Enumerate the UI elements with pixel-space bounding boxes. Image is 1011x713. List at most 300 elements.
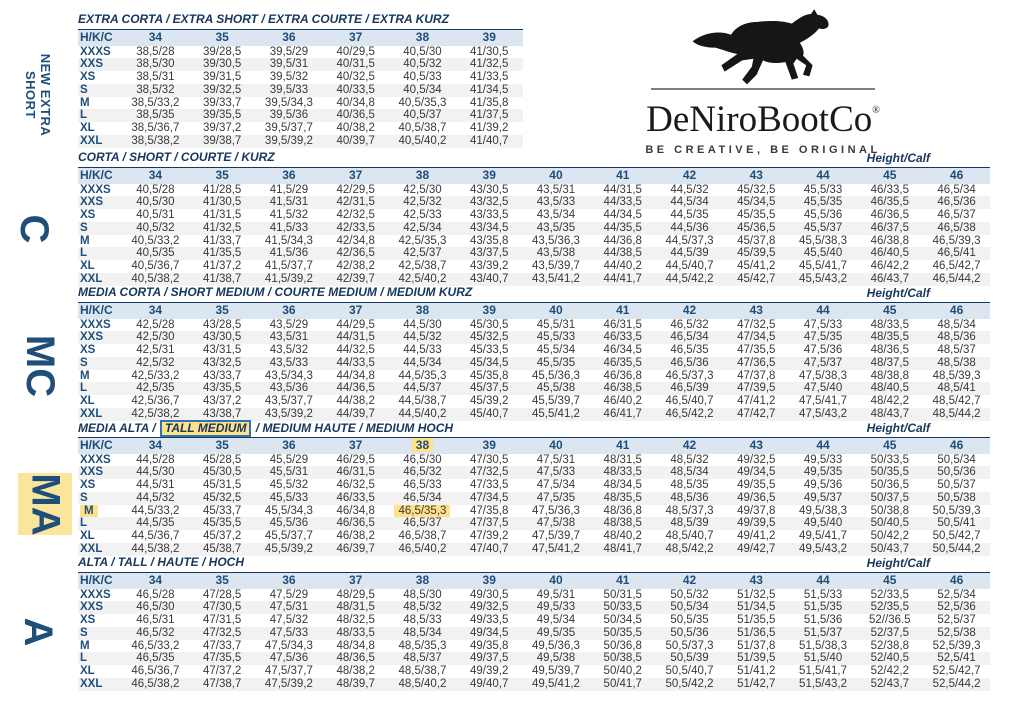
size-cell — [790, 665, 857, 678]
cell-value: 46/35,5 — [870, 196, 909, 209]
size-cell — [389, 135, 456, 148]
cell-value: 47,5/35 — [536, 491, 576, 504]
size-cell — [856, 247, 923, 260]
row-label-text: L — [80, 652, 88, 665]
row-label — [78, 71, 122, 84]
cell-value: 48/36,5 — [870, 344, 909, 357]
size-cell — [856, 395, 923, 408]
cell-value: 46,5/42,2 — [665, 408, 714, 421]
size-cell — [322, 135, 389, 148]
cell-value: 44,5/33,2 — [131, 504, 180, 517]
size-cell — [790, 209, 857, 222]
size-cell — [589, 344, 656, 357]
cell-value: 51/32,5 — [737, 588, 776, 601]
size-cell — [923, 184, 990, 197]
size-cell — [456, 184, 523, 197]
cell-value: 45/30,5 — [202, 466, 242, 479]
size-row — [78, 58, 523, 71]
row-label-text: XL — [80, 260, 95, 273]
cell-value: 44,5/39 — [670, 247, 709, 260]
size-cell — [189, 479, 256, 492]
size-cell — [322, 505, 389, 518]
cell-value: 46,5/28 — [136, 588, 175, 601]
column-header — [122, 438, 189, 454]
cell-value: 48,5/30 — [403, 588, 442, 601]
column-header — [122, 168, 189, 184]
cell-value: 47,5/37 — [803, 356, 843, 369]
size-cell — [322, 530, 389, 543]
size-cell — [189, 589, 256, 602]
cell-value: 48/34,8 — [336, 639, 375, 652]
size-table-section — [78, 12, 523, 148]
column-header — [122, 30, 189, 46]
size-cell — [589, 665, 656, 678]
cell-value: 45,5/34 — [536, 344, 576, 357]
size-cell — [189, 370, 256, 383]
size-cell — [322, 273, 389, 286]
table-body — [78, 184, 990, 286]
row-label-text: XXS — [80, 58, 104, 71]
cell-value: 51/39,5 — [737, 652, 776, 665]
size-cell — [923, 319, 990, 332]
size-cell — [790, 678, 857, 691]
size-cell — [122, 627, 189, 640]
cell-value: 50,5/36 — [937, 466, 976, 479]
column-header — [589, 168, 656, 184]
size-cell — [523, 209, 590, 222]
size-cell — [122, 247, 189, 260]
section-title-text: CORTA / SHORT / COURTE / KURZ — [78, 150, 275, 164]
cell-value: 46/38,2 — [336, 530, 375, 543]
cell-value: 43/33,5 — [470, 209, 509, 222]
cell-value: 50/36,8 — [603, 639, 642, 652]
size-cell — [656, 247, 723, 260]
size-cell — [256, 122, 323, 135]
cell-value: 41,5/32 — [269, 209, 309, 222]
cell-value: 42,5/37 — [403, 247, 442, 260]
size-row — [78, 247, 990, 260]
cell-value: 51/34,5 — [737, 601, 776, 614]
cell-value: 48,5/35 — [670, 479, 709, 492]
cell-value: 48/37,5 — [870, 356, 909, 369]
cell-value: 49/33,5 — [470, 614, 509, 627]
cell-value: 50/33,5 — [603, 601, 642, 614]
cell-value: 41,5/36 — [269, 247, 309, 260]
cell-value: 51,5/33 — [803, 588, 843, 601]
size-cell — [523, 273, 590, 286]
size-cell — [723, 627, 790, 640]
size-cell — [256, 614, 323, 627]
size-cell — [790, 543, 857, 556]
size-cell — [256, 678, 323, 691]
size-cell — [322, 109, 389, 122]
size-cell — [523, 479, 590, 492]
size-row — [78, 135, 523, 148]
column-header-text: 41 — [616, 303, 630, 317]
size-cell — [456, 454, 523, 467]
cell-value: 41/40,7 — [470, 135, 509, 148]
row-label — [78, 678, 122, 691]
size-cell — [122, 209, 189, 222]
column-header — [456, 573, 523, 589]
cell-value: 52,5/41 — [937, 652, 976, 665]
cell-value: 45,5/35 — [536, 356, 576, 369]
cell-value: 46/40,2 — [603, 395, 642, 408]
size-cell — [589, 331, 656, 344]
size-row — [78, 209, 990, 222]
size-cell — [523, 331, 590, 344]
section-title-text: MEDIA ALTA / — [78, 421, 159, 435]
cell-value: 46/38,5 — [603, 382, 642, 395]
size-cell — [456, 109, 523, 122]
size-cell — [189, 543, 256, 556]
size-cell — [523, 454, 590, 467]
size-cell — [589, 678, 656, 691]
cell-value: 49,5/38 — [536, 652, 576, 665]
cell-value: 40,5/28 — [136, 183, 175, 196]
row-label — [78, 84, 122, 97]
size-cell — [523, 344, 590, 357]
column-header — [189, 438, 256, 454]
cell-value: 44/36,8 — [603, 234, 642, 247]
size-cell — [723, 408, 790, 421]
size-row — [78, 517, 990, 530]
cell-value: 47/35,5 — [202, 652, 242, 665]
cell-value: 40/39,7 — [336, 135, 375, 148]
size-cell — [723, 273, 790, 286]
size-table-section — [78, 150, 990, 286]
size-cell — [256, 370, 323, 383]
size-cell — [456, 122, 523, 135]
cell-value: 40,5/40,2 — [398, 135, 447, 148]
row-label-text: XL — [80, 122, 95, 135]
size-cell — [322, 395, 389, 408]
size-cell — [389, 247, 456, 260]
cell-value: 41/33,7 — [202, 234, 242, 247]
cell-value: 43/37,5 — [470, 247, 509, 260]
size-cell — [790, 344, 857, 357]
size-cell — [122, 58, 189, 71]
size-cell — [589, 652, 656, 665]
size-cell — [923, 235, 990, 248]
cell-value: 48/38,2 — [336, 665, 375, 678]
cell-value: 39,5/33 — [269, 83, 309, 96]
size-cell — [790, 601, 857, 614]
size-cell — [389, 466, 456, 479]
size-cell — [389, 273, 456, 286]
cell-value: 52/40,5 — [870, 652, 909, 665]
cell-value: 49,5/40 — [803, 517, 843, 530]
column-header — [790, 168, 857, 184]
column-header-text: 35 — [215, 573, 229, 587]
size-cell — [389, 71, 456, 84]
size-cell — [723, 184, 790, 197]
size-cell — [856, 640, 923, 653]
size-cell — [122, 517, 189, 530]
size-cell — [923, 370, 990, 383]
column-header — [78, 30, 122, 46]
size-cell — [856, 196, 923, 209]
cell-value: 48/33,5 — [336, 626, 375, 639]
size-cell — [389, 97, 456, 110]
size-cell — [523, 222, 590, 235]
size-cell — [389, 344, 456, 357]
size-cell — [189, 122, 256, 135]
size-cell — [389, 370, 456, 383]
size-cell — [856, 209, 923, 222]
size-cell — [723, 209, 790, 222]
cell-value: 41,5/39,2 — [264, 273, 313, 286]
cell-value: 45,5/33 — [536, 331, 576, 344]
cell-value: 46,5/37 — [403, 517, 442, 530]
size-cell — [923, 479, 990, 492]
cell-value: 48,5/33 — [403, 614, 442, 627]
column-header — [456, 303, 523, 319]
size-cell — [589, 260, 656, 273]
size-cell — [856, 601, 923, 614]
column-header-text: 44 — [816, 303, 830, 317]
size-cell — [790, 627, 857, 640]
column-header — [790, 573, 857, 589]
cell-value: 48,5/34 — [670, 466, 709, 479]
column-header — [456, 30, 523, 46]
cell-value: 50/40,5 — [870, 517, 909, 530]
cell-value: 47,5/36,3 — [531, 504, 580, 517]
size-cell — [189, 395, 256, 408]
size-cell — [856, 357, 923, 370]
cell-value: 49/39,5 — [737, 517, 776, 530]
cell-value: 48,5/32 — [670, 453, 709, 466]
cell-value: 41,5/37,7 — [264, 260, 313, 273]
column-header-text: 42 — [682, 438, 697, 452]
row-label — [78, 235, 122, 248]
size-cell — [122, 543, 189, 556]
cell-value: 43,5/35 — [536, 221, 576, 234]
cell-value: 43/32,5 — [202, 356, 242, 369]
cell-value: 42/31,5 — [336, 196, 375, 209]
cell-value: 39/28,5 — [202, 45, 242, 58]
size-cell — [923, 196, 990, 209]
size-row — [78, 196, 990, 209]
size-cell — [656, 466, 723, 479]
cell-value: 45,5/34,3 — [264, 504, 313, 517]
cell-value: 46/31,5 — [603, 318, 642, 331]
size-cell — [256, 454, 323, 467]
column-header-text: 37 — [349, 303, 363, 317]
size-cell — [389, 517, 456, 530]
highlighted-row-label: M — [80, 505, 98, 517]
cell-value: 50/36,5 — [870, 479, 909, 492]
column-header — [656, 303, 723, 319]
size-cell — [122, 135, 189, 148]
cell-value: 50,5/34 — [937, 453, 976, 466]
cell-value: 41/32,5 — [202, 221, 242, 234]
cell-value: 47/39,5 — [737, 382, 776, 395]
column-header — [723, 438, 790, 454]
registered-mark: ® — [872, 105, 880, 116]
column-header-text: H/K/C — [80, 168, 113, 182]
row-label — [78, 589, 122, 602]
size-cell — [122, 319, 189, 332]
cell-value: 50/43,7 — [870, 543, 909, 556]
cell-value: 49/35,8 — [470, 639, 509, 652]
brand-wordmark: DeNiroBootCo® — [646, 99, 880, 140]
column-header-text: 39 — [482, 30, 496, 44]
column-header — [856, 438, 923, 454]
size-cell — [923, 665, 990, 678]
size-cell — [456, 492, 523, 505]
size-cell — [189, 222, 256, 235]
size-cell — [856, 505, 923, 518]
cell-value: 50,5/34 — [670, 601, 709, 614]
cell-value: 44/33,5 — [336, 356, 375, 369]
cell-value: 45,5/36,3 — [531, 369, 580, 382]
size-cell — [589, 601, 656, 614]
cell-value: 43/35,5 — [202, 382, 242, 395]
size-cell — [523, 665, 590, 678]
cell-value: 45/32,5 — [202, 491, 242, 504]
size-cell — [389, 652, 456, 665]
size-cell — [189, 652, 256, 665]
cell-value: 43/35,8 — [470, 234, 509, 247]
size-cell — [656, 357, 723, 370]
size-row — [78, 46, 523, 59]
cell-value: 44,5/35,3 — [398, 369, 447, 382]
size-row — [78, 589, 990, 602]
column-header — [322, 303, 389, 319]
cell-value: 45/33,5 — [470, 344, 509, 357]
size-cell — [389, 319, 456, 332]
size-cell — [589, 479, 656, 492]
cell-value: 44/35,5 — [603, 221, 642, 234]
row-label-text: S — [80, 626, 88, 639]
size-cell — [122, 235, 189, 248]
row-label — [78, 466, 122, 479]
size-cell — [923, 530, 990, 543]
cell-value: 48,5/40,7 — [665, 530, 714, 543]
size-row — [78, 395, 990, 408]
size-cell — [723, 640, 790, 653]
cell-value: 46/32,5 — [336, 479, 375, 492]
size-cell — [322, 454, 389, 467]
size-cell — [656, 344, 723, 357]
cell-value: 45/35,8 — [470, 369, 509, 382]
cell-value: 48,5/39,3 — [932, 369, 981, 382]
row-label — [78, 652, 122, 665]
size-cell — [189, 71, 256, 84]
column-header-text: 39 — [482, 438, 496, 452]
column-header — [723, 303, 790, 319]
column-header — [389, 168, 456, 184]
size-row — [78, 344, 990, 357]
cell-value: 44,5/31 — [136, 479, 175, 492]
row-label — [78, 479, 122, 492]
section-title-text: MEDIA CORTA / SHORT MEDIUM / COURTE MEDIUM / MEDIUM KURZ — [78, 285, 473, 299]
column-header — [256, 438, 323, 454]
size-cell — [322, 84, 389, 97]
cell-value: 52,5/42,7 — [932, 665, 981, 678]
cell-value: 50,5/38 — [937, 491, 976, 504]
column-header-text: H/K/C — [80, 30, 113, 44]
cell-value: 47,5/40 — [803, 382, 843, 395]
row-label — [78, 58, 122, 71]
cell-value: 38,5/38,2 — [131, 135, 180, 148]
cell-value: 45,5/31 — [269, 466, 309, 479]
column-header — [256, 303, 323, 319]
size-cell — [856, 370, 923, 383]
size-cell — [389, 678, 456, 691]
section-title-text: / MEDIUM HAUTE / MEDIUM HOCH — [252, 421, 454, 435]
cell-value: 44/38,2 — [336, 395, 375, 408]
size-cell — [189, 640, 256, 653]
size-cell — [189, 331, 256, 344]
column-header-text: 46 — [949, 303, 964, 317]
height-calf-label: Height/Calf — [866, 556, 930, 570]
cell-value: 44,5/36 — [670, 221, 709, 234]
cell-value: 44/34,5 — [603, 209, 642, 222]
column-header — [322, 573, 389, 589]
sidebar-item-mc: MC — [18, 334, 62, 398]
size-cell — [189, 382, 256, 395]
cell-value: 46,5/37,3 — [665, 369, 714, 382]
size-cell — [656, 273, 723, 286]
size-cell — [256, 46, 323, 59]
cell-value: 47,5/33 — [269, 626, 309, 639]
column-header — [523, 168, 590, 184]
column-header-text: 35 — [215, 168, 229, 182]
cell-value: 38,5/32 — [136, 83, 175, 96]
size-cell — [256, 331, 323, 344]
cell-value: 49/34,5 — [737, 466, 776, 479]
cell-value: 46,5/33 — [403, 479, 442, 492]
size-table-section — [78, 285, 990, 421]
size-cell — [456, 97, 523, 110]
row-label-text: S — [80, 83, 88, 96]
cell-value: 51/42,7 — [737, 678, 776, 691]
cell-value: 41/37,2 — [202, 260, 242, 273]
row-label — [78, 331, 122, 344]
column-header-row — [78, 438, 990, 454]
size-cell — [723, 665, 790, 678]
cell-value: 39,5/29 — [269, 45, 309, 58]
size-cell — [656, 184, 723, 197]
size-cell — [523, 466, 590, 479]
section-title — [78, 150, 990, 168]
size-cell — [189, 505, 256, 518]
size-cell — [122, 370, 189, 383]
column-header — [189, 303, 256, 319]
cell-value: 45/37,8 — [737, 234, 776, 247]
cell-value: 44,5/30 — [136, 466, 175, 479]
cell-value: 46/36,5 — [336, 517, 375, 530]
size-cell — [256, 273, 323, 286]
cell-value: 51/35,5 — [737, 614, 776, 627]
row-label-text: XL — [80, 665, 95, 678]
size-cell — [523, 652, 590, 665]
size-cell — [456, 589, 523, 602]
row-label-text: M — [80, 369, 90, 382]
cell-value: 50,5/37,3 — [665, 639, 714, 652]
size-row — [78, 71, 523, 84]
cell-value: 46/33,5 — [336, 491, 375, 504]
column-header-text: 39 — [482, 303, 496, 317]
column-header-text: 45 — [883, 168, 897, 182]
cell-value: 39,5/37,7 — [264, 122, 313, 135]
cell-value: 45,5/36 — [803, 209, 843, 222]
cell-value: 47/32,5 — [202, 626, 242, 639]
size-cell — [589, 530, 656, 543]
size-cell — [122, 466, 189, 479]
